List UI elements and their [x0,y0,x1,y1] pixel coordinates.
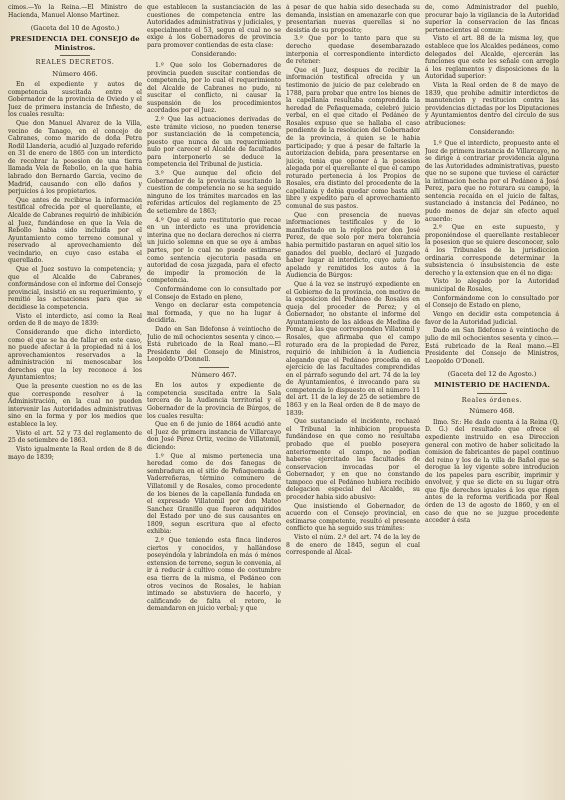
paragraph: Que don Manuel Alvarez de la Villa, vecino de Tanago, en el concejo de Cabranes, como marido de doña Petra Rodil Llanderia, acudió al Juzgado referido en 31 de enero de 1865 con un interdicto de recobrar la posesion de una tierra llamada Vela de Rebollo, en la que habia labrado don Bernardo Garcia, vecino de Madrid, causando con ello daños y perjuicios á los propietarios. [8,120,142,196]
paragraph: Que á la vez se instruyó expediente en el Gobierno de la provincia, con motivo de la exposicion del Pedáneo de Rosales en queja del proceder de Perez; y el Gobernador, no obstante el informe del Ayuntamiento de las aldeas de Medina de Pomar, á las que corresponden Villatomil y Rosales, que afirmaba que el campo roturado era de la propiedad de Perez, requirió de inhibicion á la Audiencia alegando que el Pedáneo procedia en el ejercicio de las facultades comprendidas en el párrafo segundo del art. 74 de la ley de Ayuntamientos, é invocando para su competencia lo dispuesto en el número 11 del art. 11 de la ley de 25 de setiembre de 1863 y en la Real orden de 8 de mayo de 1839: [286,281,420,417]
order-number: Número 468. [469,407,515,416]
column-1 [8,4,142,796]
section-subtitle: REALES DECRETOS. [35,57,115,66]
paragraph: Que insistiendo el Gobernador, de acuerdo con el Consejo provincial, en estimarse competente, resultó el presente conflicto que ha seguido sus trámites: [286,502,420,533]
decree-number: Número 467. [191,371,237,379]
paragraph: 3.º Que por lo tanto para que su derecho quedase desembarazado interponia el correspondiente interdicto de retener: [286,35,420,66]
paragraph: Ilmo. Sr.: He dado cuenta á la Reina (Q. D. G.) del resultado que ofrece el expediente instruido en esa Direccion general con motivo de haber solicitado la comision de fabricantes de papel continuo del reino y los de la villa de Bañol que se derogue la ley vigente sobre introducion de los papeles para escribir, imprimir y envolver, y que se dicte en su lugar otra que fije derechos iguales á los que rigen antes de la reforma verificada por Real órden de 13 de agosto de 1860, y en el caso de que no se juzgue procedente acceder á esta [425,418,559,525]
divider [199,367,229,368]
paragraph: Conformándome con lo consultado por el Consejo de Estado en pleno, [425,294,559,310]
paragraph: á pesar de que habia sido desechada su demanda, insistian en amenazarle con que presentarian nuevas querellas si no desistia de su proposito; [286,4,420,34]
column-4 [425,4,559,796]
paragraph: Que antes de recibirse la información testifical ofrecida por el querellante, el Alcalde de Cabranes requirió de inhibición al Juez, fundándose en que la Vela de Rebollo habia sido incluida por el Ayuntamiento como terreno comunal y reservado al aprovechamiento del vecindario, en cuyo caso estaba el querellado. [8,196,142,265]
paragraph: Visto el núm. 2.º del art. 74 de la ley de 8 de enero de 1845, segun el cual corresponde al Alcal- [286,534,420,557]
signature-block: Dado en San Ildefonso á veintiocho de julio de mil ochocientos sesenta y cinco.—Está rubricado de la Real mano.—El Presidente del Consejo de Ministros, Leopoldo O'Donell. [425,327,559,365]
divider [60,55,90,56]
paragraph: Visto lo alegado por la Autoridad municipal de Rosales, [425,278,559,293]
section-title: MINISTERIO DE HACIENDA. [434,381,550,390]
paragraph: En los autos y expediente de competencia suscitada entre la Sala tercera de la Audiencia territorial y el Gobernador de la provincia de Búrgos, de los cuales resulta: [147,382,281,420]
intro-text: cimos.—Yo la Reina.—El Ministro de Hacienda, Manuel Alonso Martinez. [8,4,142,19]
paragraph: Considerando que dicho interdicto, como el que se ha de fallar en este caso, no puede afectar á la propiedad ni á los aprovechamientos reservados a la administración ni menoscabar los derechos que la ley reconoce á los Ayuntamientos; [8,328,142,382]
paragraph: Que sustanciado el incidente, rechazó el Tribunal la inhibicion propuesta fundándose en que como no resultaba probado que el pueblo poseyera anteriormente el campo, no podian haberse ejercitado las facultades de conservacion invocadas por el Gobernador, y en que no constando tampoco que el Pedáneo hubiera recibido delegacion especial del Alcalde, su proceder habia sido abusivo: [286,418,420,501]
paragraph: 2.º Que en este supuesto, y proponiéndose el querellante restablecer la posesion que se quiere desconocer, solo á los Tribunales de la jurisdiccion ordinaria corresponde determinar la subsistencia ó insubsistencia de este derecho y la extension que en él no diga: [425,224,559,277]
paragraph: Vista la Real orden de 8 de mayo de 1839, que prohibe admitir interdictos de manutencion y restitucion contra las providencias dictadas por los Diputaciones y Ayuntamientos dentro del círculo de sus atribuciones: [425,82,559,127]
gazette-date: (Gaceta del 10 de Agosto.) [30,24,120,33]
paragraph: 4.º Que el auto restitutorio que recae en un interdicto es una providencia interina que no declara derechos ni cierra un juicio solemne en que se oye á ambas partes, por lo cual no puede estimarse como sentencia ejecutoria pasada en autoridad de cosa juzgada, para el efecto de impedir la promoción de la competencia. [147,216,281,285]
column-3 [286,4,420,796]
section-title: PRESIDENCIA DEL CONSEJO de Ministros. [10,35,140,52]
considering-heading: Considerando: [191,51,237,59]
paragraph: En el expediente y autos de competencia suscitada entre el Gobernador de la provincia de Oviedo y el Juez de primera instancia de Infiesto, de los cuales resulta: [8,81,142,119]
paragraph: Que la presente cuestion no es de las que corresponde resolver á la Administración, en la cual no pueden intervenir las Autoridades administrativas sino en la forma y por los medios que establece la ley. [8,383,142,428]
paragraph: de, como Administrador del pueblo, procurar bajo la vigilancia de la Autoridad superior la conservacion de las fincas pertenecientes al comun: [425,4,559,34]
paragraph: Visto el art. 88 de la misma ley, que establece que los Alcaldes pedáneos, como delegados del Alcalde, ejercerán las funciones que este les señale con arreglo á los reglamentos y disposiciones de la Autoridad superior: [425,35,559,81]
paragraph: Visto igualmente la Real orden de 8 de mayo de 1839; [8,445,142,461]
section-subtitle: Reales órdenes. [461,395,523,404]
paragraph: Que el Juez, despues de recibir la información testifical ofrecida y un testimonio de juicio de paz celebrado en 1788, para probar que entre los bienes de la capellanía resultaba comprendida la heredad de Peñaquemada, celebró juicio verbal, en el que citado el Pedáneo de Rosales expuso que se hallaba el caso pendiente de la resolucion del Gobernador de la provincia, á quien se le habia participado; y que á pesar de faltarle la autorizacion debida, para presentarse en juicio, tenia que oponer á la posesion alegada por el querellante el que el campo roturado pertenecia á los Propios de Rosales, era distinto del procedente de la capellanía y debia quedar como basta allí libre y expedito para el aprovechamiento comunal de sus pastos. [286,66,420,210]
paragraph: Que con presencia de nuevas informaciones testificales y de lo manifestado en la réplica por don José Perez, de que solo por mera tolerancia habia permitido pastaran en aquel sitio los ganados del pueblo, declaró el Juzgado haber lugar al interdicto, cuyo auto fue apelado y remitidos los autos á la Audiencia de Búrgos: [286,211,420,280]
considering-heading: Considerando: [469,129,515,137]
paragraph: 1.º Que el interdicto, propuesto ante el Juez de primera instancia de Villarcayo, no se dirige á contrariar providencia alguna de las Autoridades administrativas, puesto que no se supone que tuviese el carácter la intimacion hecha por el Pedáneo á José Perez, para que no roturara su campo, la sentencia recaída en el juicio de faltas, sustanciado á instancia del Pedáneo, no pudo menos de dejar sin efecto aquel acuerdo: [425,139,559,223]
divider [477,393,507,394]
paragraph: Visto el art. 52 y 73 del reglamento de 25 de setiembre de 1863. [8,429,142,445]
paragraph: 2.º Que teniendo esta finca linderos ciertos y conocidos, y hallándose poseyéndola y labrándola en más ó ménos extension de terreno, segun le convenia, al ir á reducir á cultivo como de costumbre esa tierra de la misma, el Pedáneo con otros vecinos de Rosales, le habian intimado se abstuviera de hacerlo, y calificando de falta el retoro, le demandaron en juicio verbal; y que [147,537,281,613]
paragraph: Que en 6 de junio de 1864 acudió ante el Juez de primera instancia de Villarcayo don José Perez Ortiz, vecino de Villatomil, diciendo: [147,421,281,452]
paragraph: 2.º Que las actuaciones derivadas de este trámite vicioso, no pueden tenerse por sustanciación de la competencia, puesto que nunca de un requerimiento nulo por carecer el Alcalde de facultades para interponerlo se deduce la competencia del Tribunal de justicia. [147,116,281,169]
paragraph: que establecen la sustanciación de las cuestiones de competencia entre las Autoridades administrativas y judiciales, y especialmente el 53, segun el cual no se exige á los Gobernadores de provincia para promover contiendas de esta clase: [147,4,281,49]
signature-block: Dado en San Ildefonso á veintiocho de Julio de mil ochocientos sesenta y cinco.—Está rubricado de la Real mano.—El Presidente del Consejo de Ministros, Leopoldo O'Donnell. [147,326,281,364]
paragraph: Conformándome con lo consultado por el Consejo de Estado en pleno, [147,286,281,301]
column-2 [147,4,281,796]
paragraph: 1.º Que solo los Gobernadores de provincia pueden suscitar contiendas de competencia, por lo cual el requerimiento del Alcalde de Cabranes no pudo, ni suscitar el conflicto, ni causar la suspensión de los procedimientos acordados por el Juez. [147,61,281,115]
paragraph: Vengo en decidir esta competencia á favor de la Autoridad judicial. [425,311,559,326]
paragraph: Visto el interdicto, así como la Real orden de 8 de mayo de 1839: [8,312,142,328]
paragraph: Que el Juez sostuvo la competencia; y que el Alcalde de Cabranes, conformándose con el informe del Consejo provincial, insistió en su requerimiento, y remitió las actuaciones para que se decidiese la competencia. [8,266,142,311]
paragraph: Vengo en declarar esta competencia mal formada, y que no ha lugar á decidirla. [147,302,281,325]
decree-number: Número 466. [52,69,98,78]
gazette-date: (Gaceta del 12 de Agosto.) [447,370,537,379]
paragraph: 3.º Que aunque del oficio del Gobernador de la provincia suscitando la cuestion de competencia no se ha seguido ninguno de los trámites marcados en las referidas artículos del reglamento de 25 de setiembre de 1863; [147,170,281,215]
paragraph: 1.º Que al mismo pertenecia una heredad como de dos fanegas de sembradura en el sitio de Peñaquemada á Vaderreñeras, término comunero de Villatomil y de Rosales, como procedente de los bienes de la capellanía fundada en el expresado Villatomil por don Mateo Sanchez Granillo que fueron adquiridos del Estado por uno de sus causantes en 1809, segun escritura que al efecto exhibia: [147,452,281,536]
